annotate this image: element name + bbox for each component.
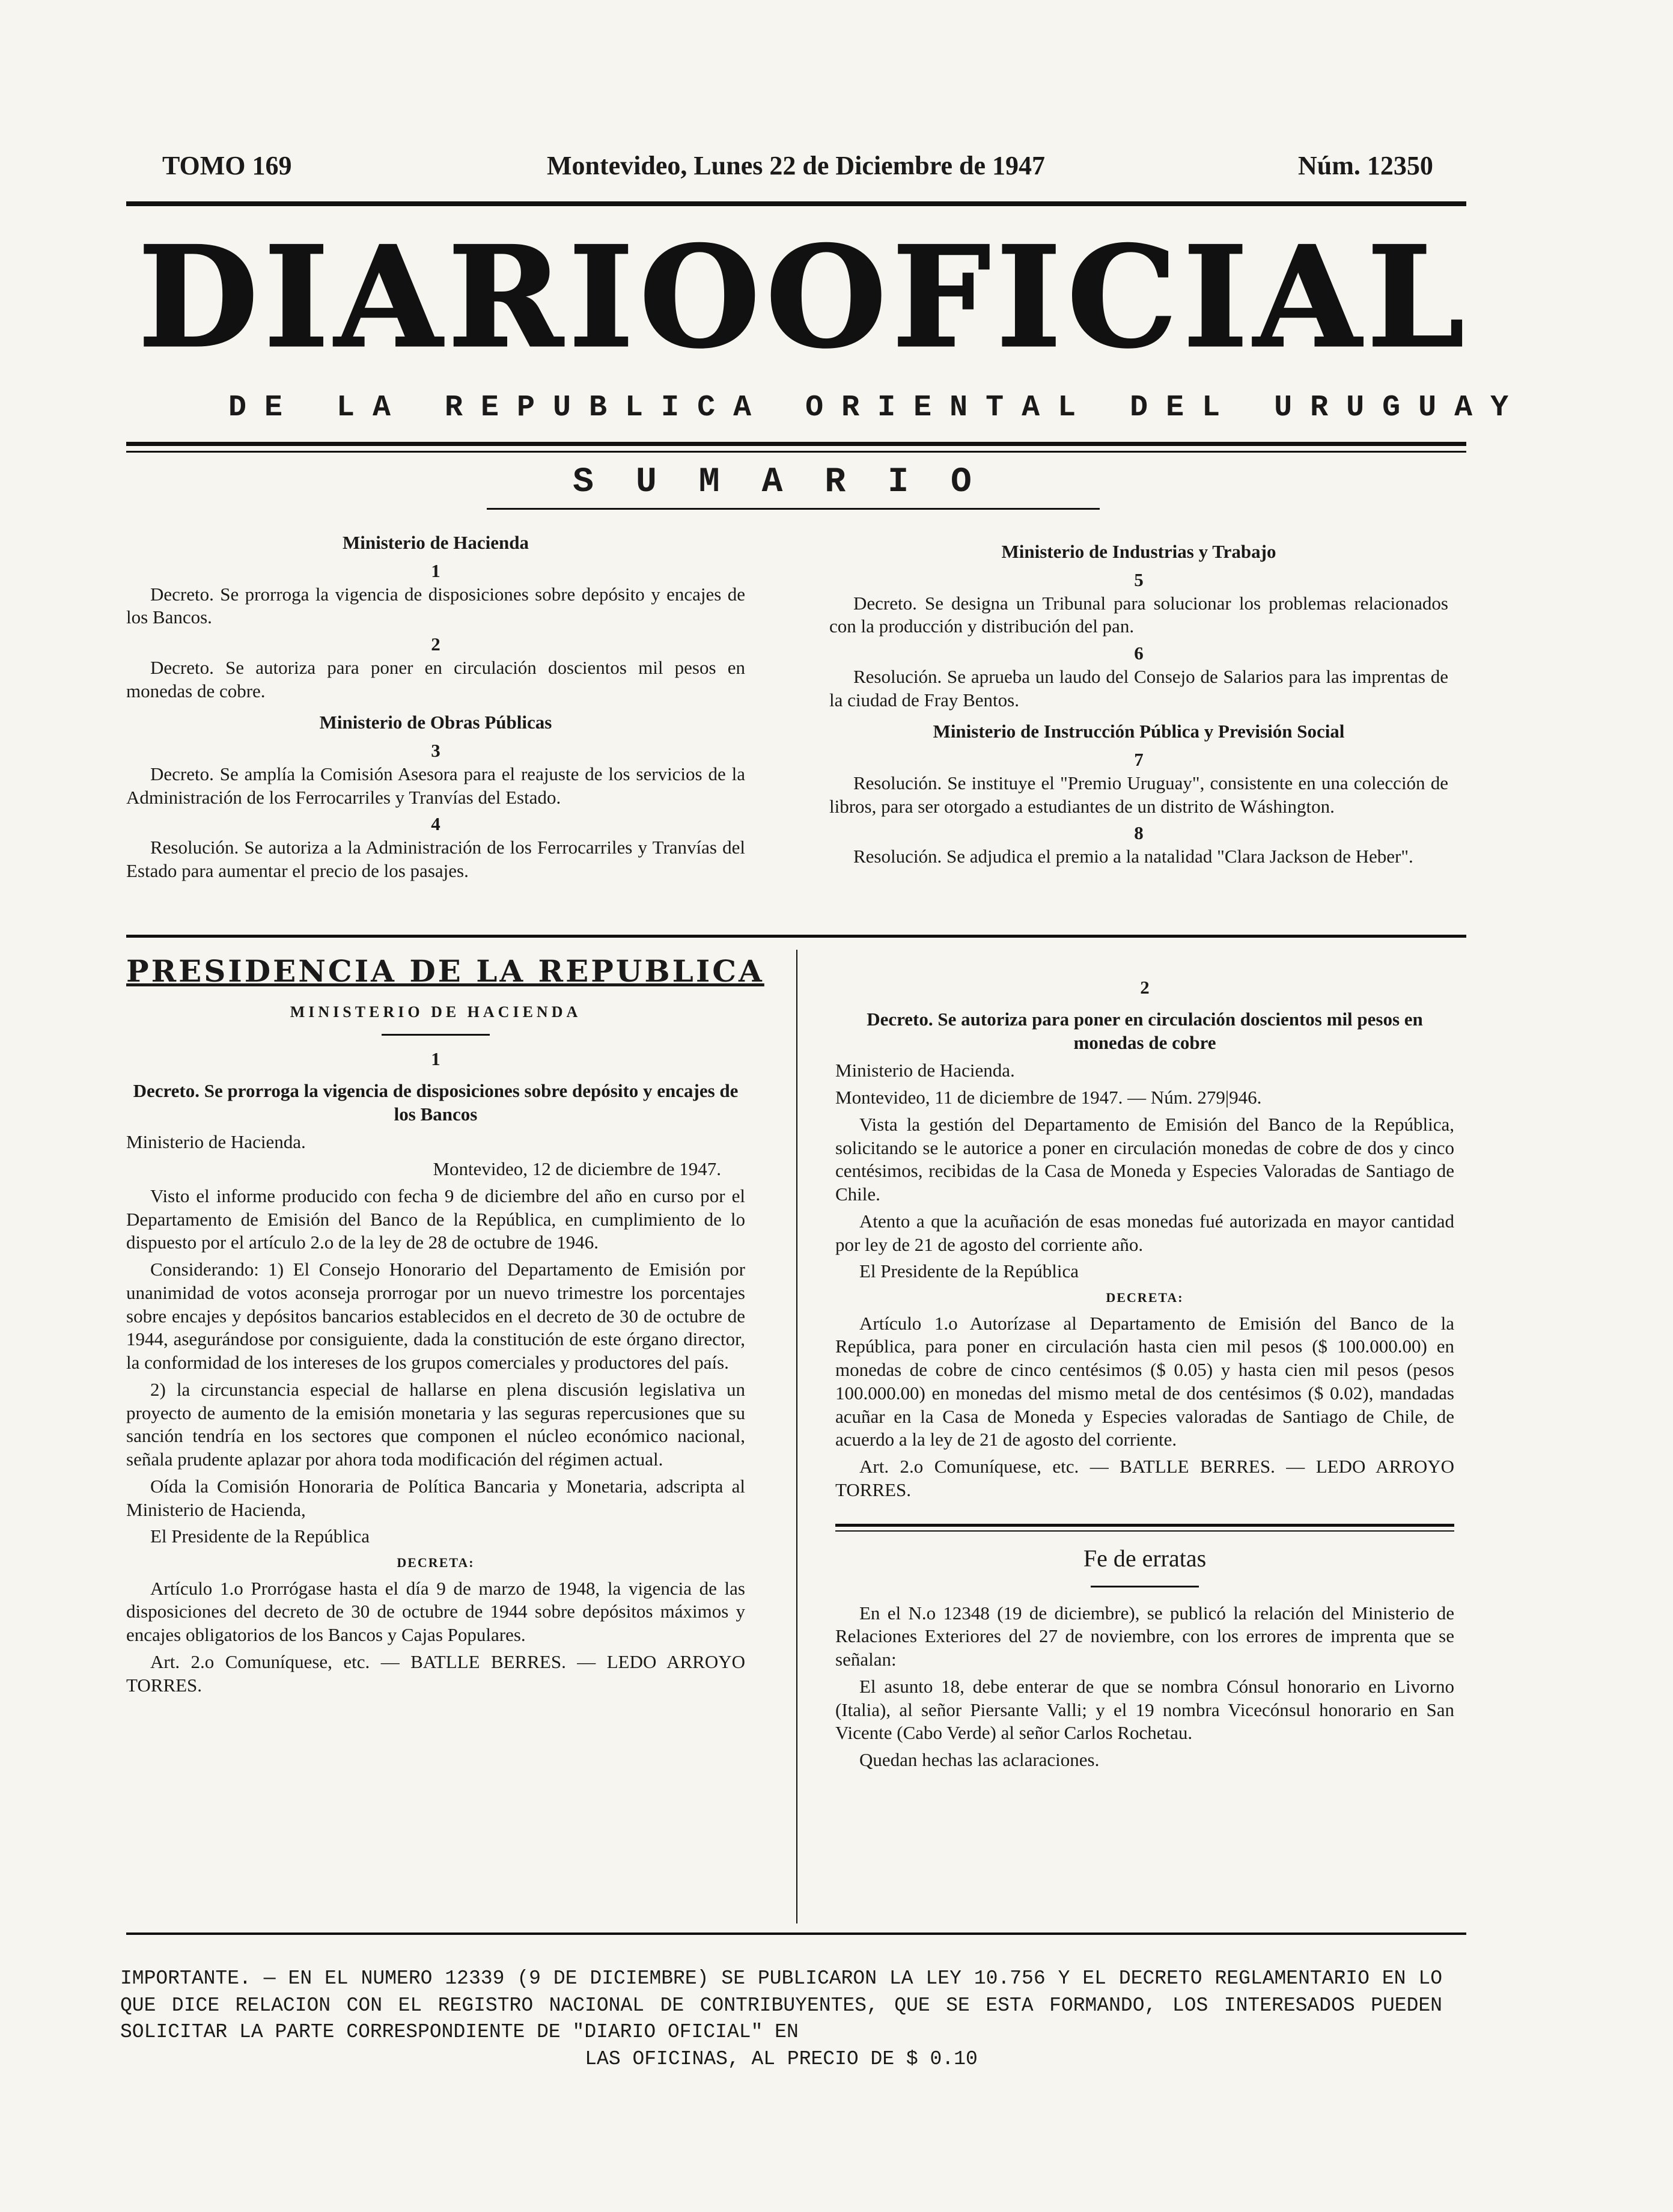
text-block-decreta: DECRETA: bbox=[397, 1555, 475, 1570]
subtitle-rule bbox=[126, 442, 1466, 446]
tomo-label: TOMO 169 bbox=[162, 151, 292, 180]
ministry-heading: MINISTERIO DE HACIENDA bbox=[290, 1003, 582, 1021]
dateline: Montevideo, Lunes 22 de Diciembre de 1947 bbox=[547, 151, 1046, 180]
text-block-p: Resolución. Se autoriza a la Administración de los Ferrocarriles y Tranvías del Estado para aumentar el precio de los pasajes. bbox=[126, 837, 745, 881]
text-block-p: Atento a que la acuñación de esas monedas fué autorizada en mayor cantidad por ley de 21 de agosto del corriente año. bbox=[835, 1210, 1454, 1255]
sumario-bottom-rule bbox=[126, 935, 1466, 938]
errata-list bbox=[835, 1602, 1454, 1772]
text-block-p: Resolución. Se instituye el "Premio Uruguay", consistente en una colección de libros, para ser otorgado a estudiantes de un distrito de Wáshington. bbox=[829, 772, 1448, 817]
left-article bbox=[126, 1048, 745, 1697]
masthead-subtitle: DE LA REPUBLICA ORIENTAL DEL URUGUAY bbox=[228, 391, 1527, 425]
text-block-noind: Montevideo, 11 de diciembre de 1947. — Núm. 279|946. bbox=[835, 1087, 1262, 1108]
errata-rule bbox=[835, 1524, 1454, 1527]
text-block-p: El Presidente de la República bbox=[150, 1526, 370, 1547]
text-block-num: 3 bbox=[431, 740, 440, 761]
sumario-underline bbox=[487, 508, 1100, 510]
sumario-title: SUMARIO bbox=[573, 463, 1014, 502]
important-text-last: LAS OFICINAS, AL PRECIO DE $ 0.10 bbox=[585, 2047, 978, 2070]
text-block-decreta: DECRETA: bbox=[1106, 1290, 1184, 1305]
errata-item: El asunto 18, debe enterar de que se nombra Cónsul honorario en Livorno (Italia), al señor Piersante Valli; y el 19 nombra Vicecónsul honorario en San Vicente (Cabo Verde) al señor Carlos Rochetau. bbox=[835, 1675, 1454, 1744]
section-title: PRESIDENCIA DE LA REPUBLICA bbox=[126, 953, 764, 989]
text-block-head: Ministerio de Hacienda bbox=[343, 532, 529, 553]
text-block-num: 6 bbox=[1134, 643, 1144, 664]
text-block-p: Artículo 1.o Autorízase al Departamento de Emisión del Banco de la República, para poner en circulación hasta cien mil pesos ($ 100.000.00) en monedas de cobre de cinco centésimos ($ 0.05) y hasta cien mil pesos (pesos 100.000.00) en monedas del mismo metal de dos centésimos ($ 0.02), mandadas acuñar en la Casa de Moneda y Especies valoradas de Santiago de Chile, de acuerdo a la ley de 21 de agosto del corriente. bbox=[835, 1312, 1454, 1450]
text-block-num: 1 bbox=[431, 560, 440, 581]
sumario-left-column bbox=[126, 523, 745, 887]
ministry-rule bbox=[382, 1034, 490, 1036]
text-block-p: Artículo 1.o Prorrógase hasta el día 9 de marzo de 1948, la vigencia de las disposiciones del decreto de 30 de octubre de 1944 sobre depósitos máximos y encajes obligatorios de los Bancos y Cajas Populares. bbox=[126, 1577, 745, 1645]
text-block-head: Decreto. Se prorroga la vigencia de disposiciones sobre depósito y encajes de los Bancos bbox=[133, 1080, 739, 1125]
text-block-p: Resolución. Se adjudica el premio a la natalidad "Clara Jackson de Heber". bbox=[853, 846, 1413, 867]
body-left-column bbox=[126, 953, 764, 1700]
text-block-head: Ministerio de Industrias y Trabajo bbox=[1001, 541, 1276, 562]
sumario-right-column bbox=[829, 532, 1448, 872]
right-article bbox=[835, 976, 1454, 1502]
text-block-p: Visto el informe producido con fecha 9 de diciembre del año en curso por el Departamento de Emisión del Banco de la República, en cumplimiento de lo dispuesto por el artículo 2.o de la ley de 28 de octubre de 1946. bbox=[126, 1185, 745, 1253]
text-block-num: 2 bbox=[431, 634, 440, 655]
text-block-num: 7 bbox=[1134, 749, 1144, 770]
text-block-head: Decreto. Se autoriza para poner en circulación doscientos mil pesos en monedas de cobre bbox=[867, 1008, 1423, 1053]
important-notice bbox=[120, 1966, 1442, 2073]
errata-item: Quedan hechas las aclaraciones. bbox=[859, 1749, 1100, 1770]
errata-rule-thin bbox=[835, 1530, 1454, 1532]
text-block-right: Montevideo, 12 de diciembre de 1947. bbox=[433, 1158, 721, 1179]
masthead bbox=[138, 216, 1470, 379]
text-block-p: El Presidente de la República bbox=[859, 1260, 1079, 1282]
text-block-num: 4 bbox=[431, 813, 440, 835]
errata-title: Fe de erratas bbox=[1083, 1544, 1207, 1572]
text-block-noind: Ministerio de Hacienda. bbox=[835, 1060, 1015, 1081]
text-block-num: 5 bbox=[1134, 569, 1144, 590]
text-block-head: Ministerio de Instrucción Pública y Previsión Social bbox=[933, 721, 1345, 742]
text-block-p: Decreto. Se prorroga la vigencia de disposiciones sobre depósito y encajes de los Bancos. bbox=[126, 583, 745, 628]
text-block-p: Art. 2.o Comuníquese, etc. — BATLLE BERRES. — LEDO ARROYO TORRES. bbox=[126, 1651, 745, 1696]
text-block-p: Decreto. Se autoriza para poner en circulación doscientos mil pesos en monedas de cobre. bbox=[126, 656, 745, 701]
text-block-p: Oída la Comisión Honoraria de Política Bancaria y Monetaria, adscripta al Ministerio de Hacienda, bbox=[126, 1475, 745, 1520]
text-block-p: 2) la circunstancia especial de hallarse en plena discusión legislativa un proyecto de aumento de la emisión monetaria y las seguras repercusiones que su sanción tendría en los sectores que componen el núcleo económico nacional, señala prudente aplazar por ahora toda modificación del régimen actual. bbox=[126, 1378, 745, 1470]
column-divider bbox=[796, 950, 797, 1923]
important-text: IMPORTANTE. — EN EL NUMERO 12339 (9 DE DICIEMBRE) SE PUBLICARON LA LEY 10.756 Y EL DECRETO REGLAMENTARIO EN LO QUE DICE RELACION CON EL REGISTRO NACIONAL DE CONTRIBUYENTES, QUE SE ESTA FORMANDO, LOS INTERESADOS PUEDEN SOLICITAR LA PARTE CORRESPONDIENTE DE "DIARIO OFICIAL" EN bbox=[120, 1967, 1442, 2044]
issue-number: Núm. 12350 bbox=[1298, 151, 1433, 180]
text-block-head: Ministerio de Obras Públicas bbox=[319, 712, 552, 733]
text-block-num: 2 bbox=[1140, 977, 1150, 998]
body-right-column bbox=[835, 974, 1454, 1776]
text-block-p: Considerando: 1) El Consejo Honorario del Departamento de Emisión por unanimidad de votos aconseja prorrogar por un nuevo trimestre los porcentajes sobre encajes y depósitos bancarios establecidos en el decreto de 30 de octubre de 1944, asegurándose por consiguiente, dada la constitución de este órgano director, la conformidad de los intereses de los grupos comerciales y productores del país. bbox=[126, 1259, 745, 1373]
text-block-p: Decreto. Se amplía la Comisión Asesora para el reajuste de los servicios de la Administración de los Ferrocarriles y Tranvías del Estado. bbox=[126, 763, 745, 808]
header-rule bbox=[126, 201, 1466, 206]
text-block-p: Vista la gestión del Departamento de Emisión del Banco de la República, solicitando se le autorice a poner en circulación monedas de cobre de dos y cinco centésimos, recibidas de la Casa de Moneda y Especies Valoradas de Santiago de Chile. bbox=[835, 1113, 1454, 1205]
text-block-noind: Ministerio de Hacienda. bbox=[126, 1131, 306, 1153]
masthead-word-left: DIARIO bbox=[138, 216, 766, 379]
text-block-p: Resolución. Se aprueba un laudo del Consejo de Salarios para las imprentas de la ciudad de Fray Bentos. bbox=[829, 665, 1448, 710]
subtitle-rule-thin bbox=[126, 451, 1466, 453]
text-block-p: Decreto. Se designa un Tribunal para solucionar los problemas relacionados con la producción y distribución del pan. bbox=[829, 592, 1448, 637]
errata-title-rule bbox=[1091, 1586, 1199, 1587]
masthead-word-right: OFICIAL bbox=[766, 216, 1470, 379]
text-block-num: 8 bbox=[1134, 822, 1144, 844]
errata-item: En el N.o 12348 (19 de diciembre), se publicó la relación del Ministerio de Relaciones Exteriores del 27 de noviembre, con los errores de imprenta que se señalan: bbox=[835, 1602, 1454, 1670]
text-block-num: 1 bbox=[431, 1048, 440, 1069]
text-block-p: Art. 2.o Comuníquese, etc. — BATLLE BERRES. — LEDO ARROYO TORRES. bbox=[835, 1456, 1454, 1500]
footer-rule bbox=[126, 1932, 1466, 1935]
